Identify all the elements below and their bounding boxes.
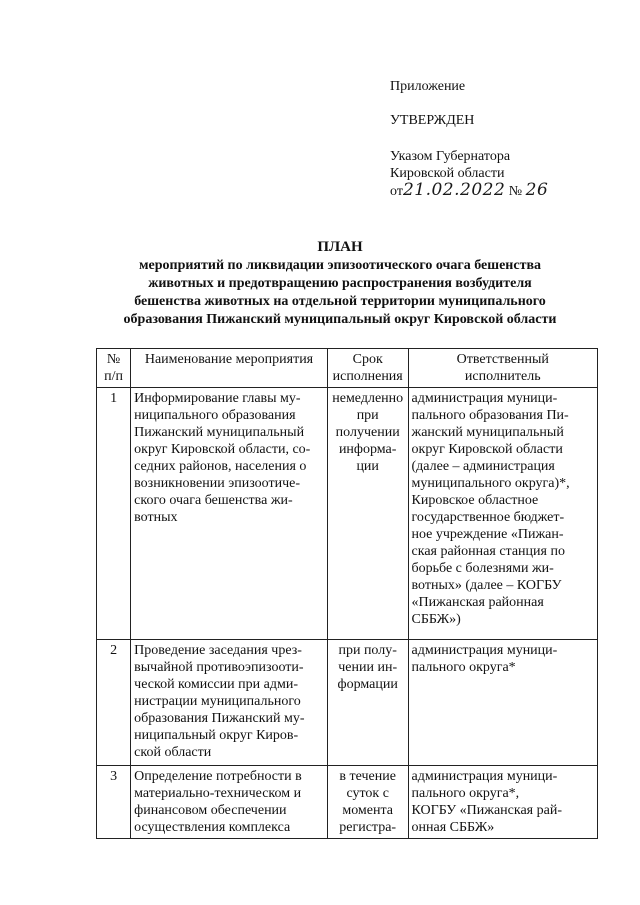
handwritten-date: 21.02.2022 <box>402 180 506 200</box>
handwritten-number: 26 <box>525 180 549 200</box>
date-prefix: от <box>390 184 403 199</box>
header-number: № п/п <box>97 349 131 388</box>
table-header-row <box>97 349 598 388</box>
header-term: Срок исполнения <box>327 349 408 388</box>
row-name: Информирование главы му- ниципального образования Пижанский муниципальный округ Кировской области, со- седних районов, населения о возникновении эпизоотиче- ского очага бешенства жи- вотных <box>131 388 328 640</box>
row-term: в течение суток с момента регистра- <box>327 766 408 839</box>
header-name: Наименование мероприятия <box>131 349 328 388</box>
table-row <box>97 388 598 640</box>
plan-table <box>96 348 598 839</box>
row-number: 2 <box>97 640 131 766</box>
table-row <box>97 640 598 766</box>
row-name: Проведение заседания чрез- вычайной противоэпизооти- ческой комиссии при адми- нистрации муниципального образования Пижанский му- ниципальный округ Киров- ской области <box>131 640 328 766</box>
decree-date-line <box>390 182 548 200</box>
document-heading <box>95 238 585 329</box>
document-title: ПЛАН <box>317 239 363 255</box>
decree-line-1: Указом Губернатора <box>390 149 511 164</box>
row-number: 3 <box>97 766 131 839</box>
appendix-label: Приложение <box>390 79 466 94</box>
row-name: Определение потребности в материально-техническом и финансовом обеспечении осуществления комплекса <box>131 766 328 839</box>
approved-label: УТВЕРЖДЕН <box>390 113 475 128</box>
document-subtitle: мероприятий по ликвидации эпизоотического очага бешенства животных и предотвращению распространения возбудителя бешенства животных на отдельной территории муниципального образования Пижанский муниципальный округ Кировской области <box>123 258 557 327</box>
row-responsible: администрация муници- пального образования Пи- жанский муниципальный округ Кировской области (далее – администрация муниципального округа)*, Кировское областное государственное бюджет- ное учреждение «Пижан- ская районная станция по борьбе с болезнями жи- вотных» (далее – КОГБУ «Пижанская районная СББЖ») <box>408 388 597 640</box>
row-number: 1 <box>97 388 131 640</box>
row-term: при полу- чении ин- формации <box>327 640 408 766</box>
row-responsible: администрация муници- пального округа*, КОГБУ «Пижанская рай- онная СББЖ» <box>408 766 597 839</box>
number-prefix: № <box>508 184 523 199</box>
header-responsible: Ответственный исполнитель <box>408 349 597 388</box>
decree-line-2: Кировской области <box>390 166 505 181</box>
row-responsible: администрация муници- пального округа* <box>408 640 597 766</box>
table-row <box>97 766 598 839</box>
row-term: немедленно при получении информа- ции <box>327 388 408 640</box>
